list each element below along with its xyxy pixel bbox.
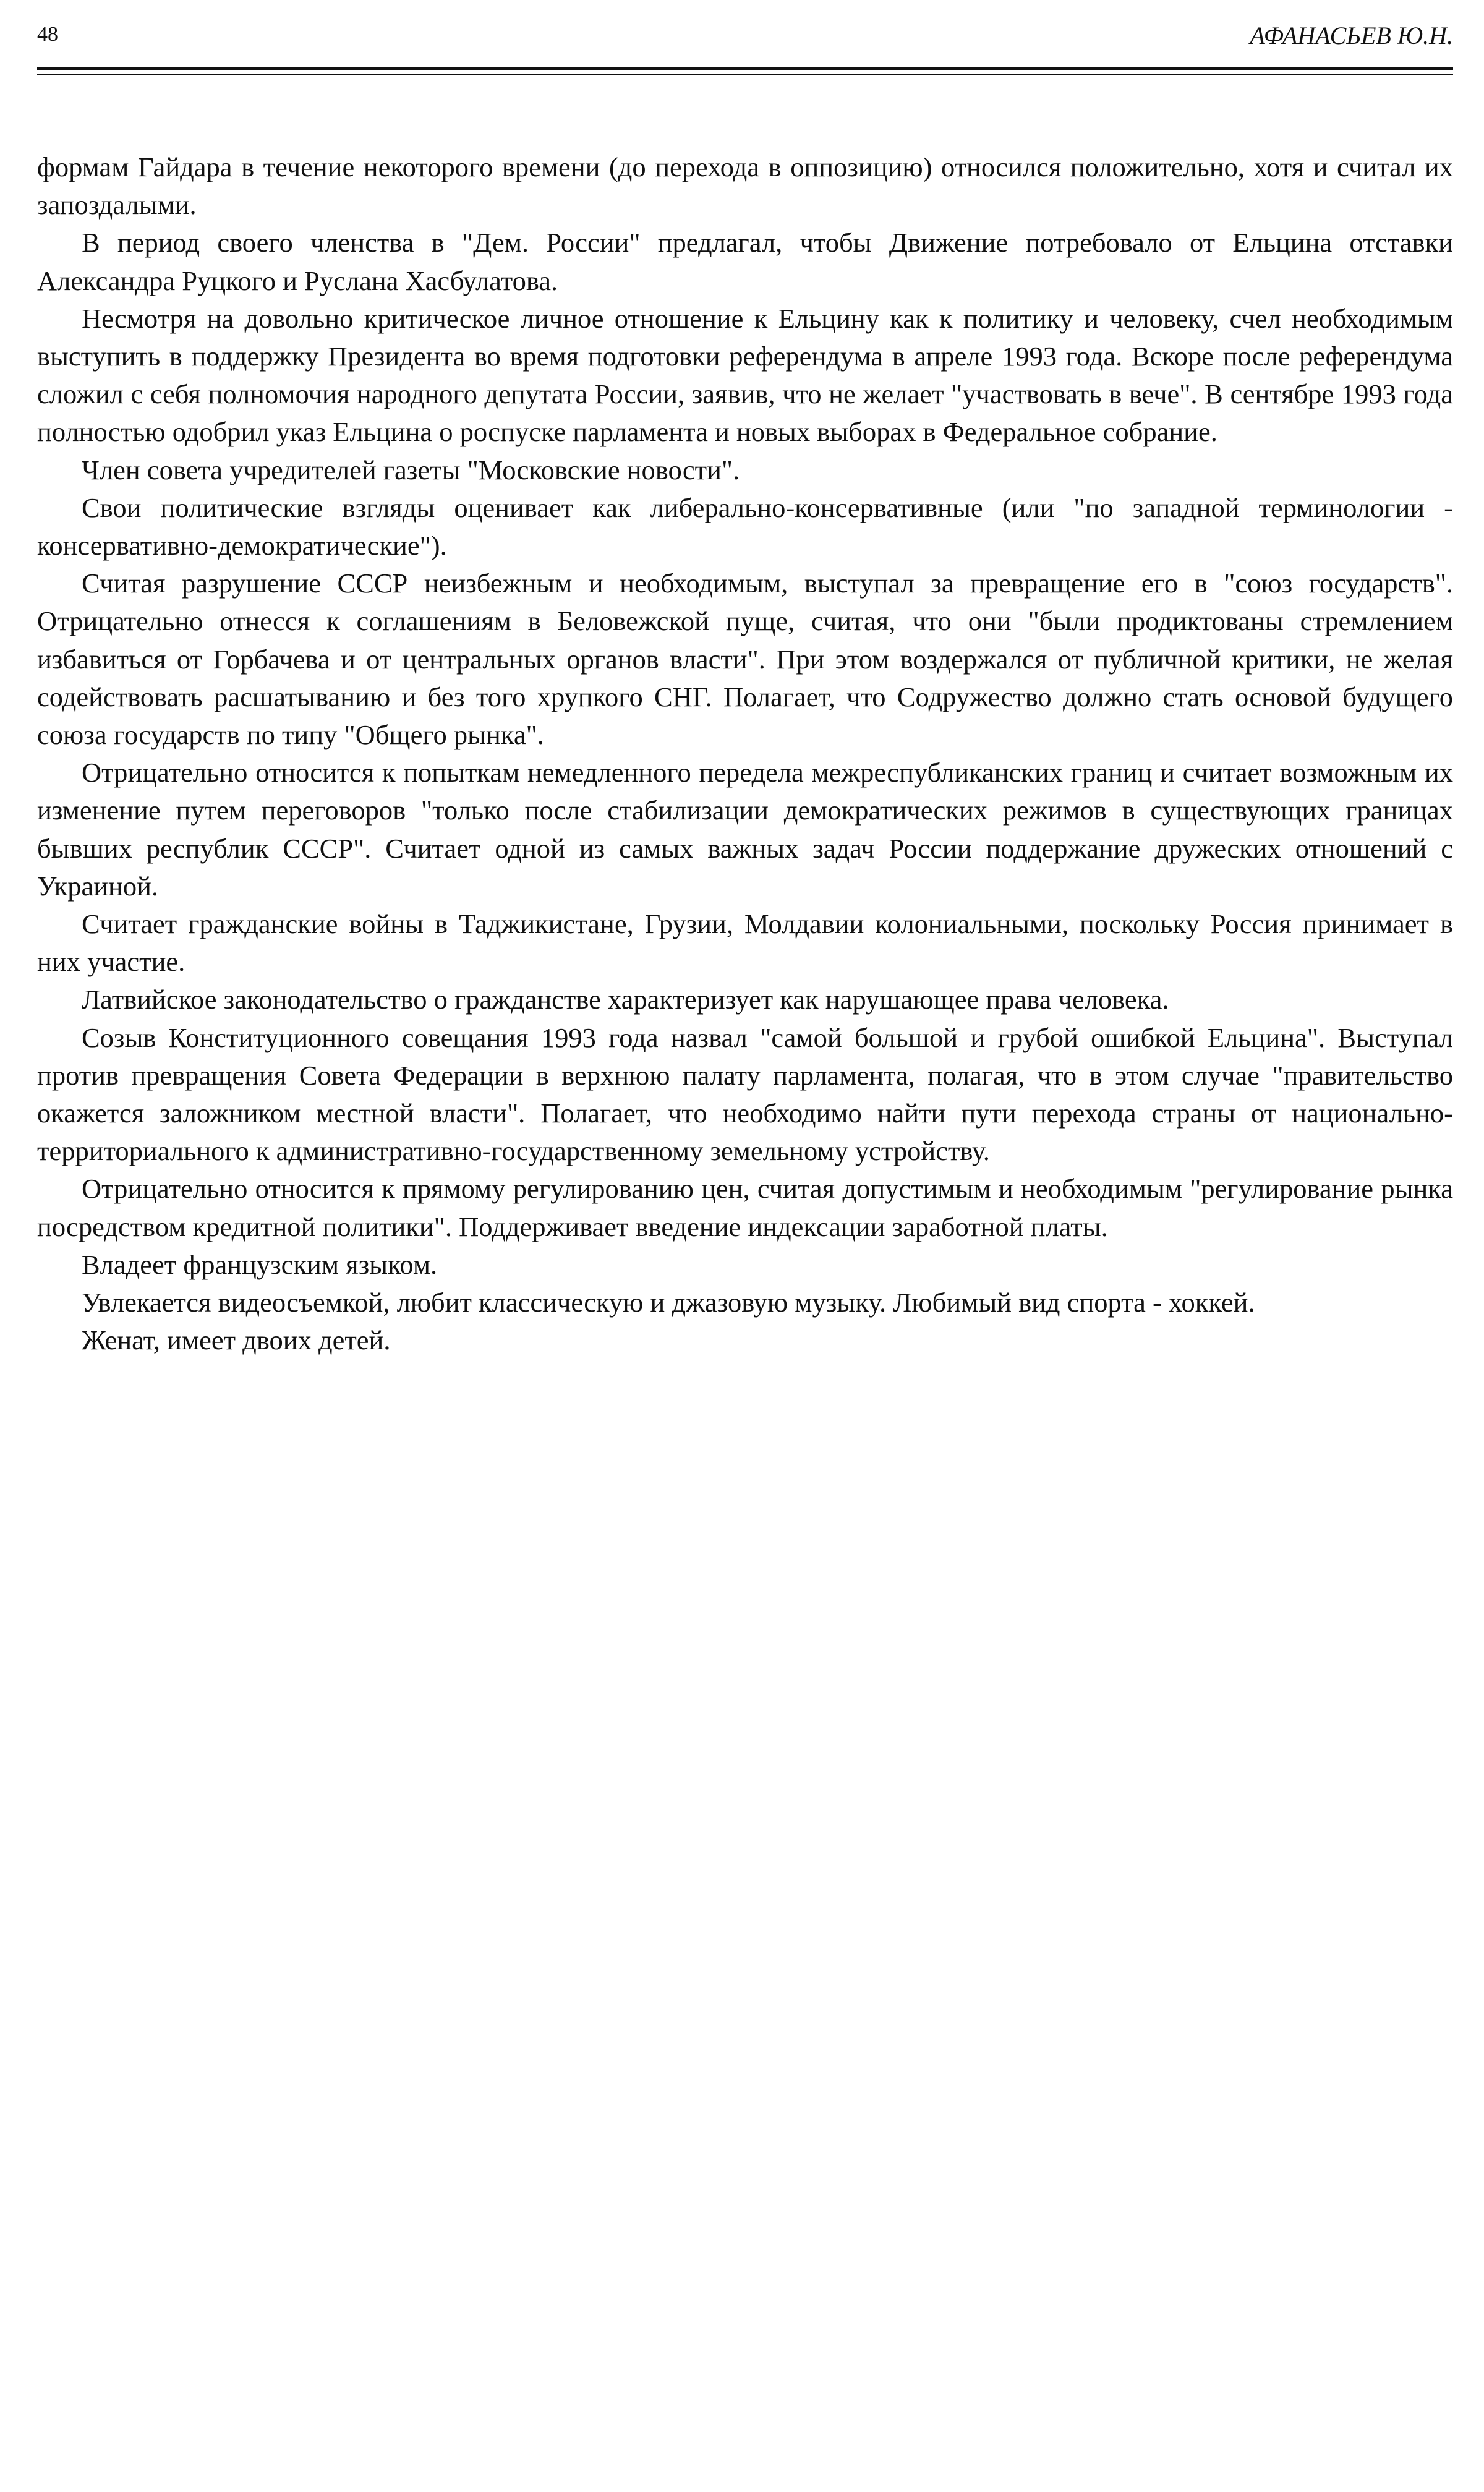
paragraph: формам Гайдара в течение некоторого времени (до перехода в оппозицию) относился положительно, хотя и считал их запоздалыми. <box>37 151 1453 221</box>
paragraph: Владеет французским языком. <box>82 1248 438 1280</box>
paragraph: Созыв Конституционного совещания 1993 года назвал "самой большой и грубой ошибкой Ельцина". Выступал против превращения Совета Федерации в верхнюю палату парламента, полагая, что в этом случае "правительство окажется заложником местной власти". Полагает, что необходимо найти пути перехода страны от национально-территориального к административно-государственному земельному устройству. <box>37 1022 1453 1167</box>
paragraph: Отрицательно относится к попыткам немедленного передела межреспубликанских границ и считает возможным их изменение путем переговоров "только после стабилизации демократических режимов в существующих границах бывших республик СССР". Считает одной из самых важных задач России поддержание дружеских отношений с Украиной. <box>37 757 1453 902</box>
running-head: АФАНАСЬЕВ Ю.Н. <box>1250 22 1453 49</box>
paragraph: Считая разрушение СССР неизбежным и необходимым, выступал за превращение его в "союз государств". Отрицательно отнесся к соглашениям в Беловежской пуще, считая, что они "были продиктованы стремлением избавиться от Горбачева и от центральных органов власти". При этом воздержался от публичной критики, не желая содействовать расшатыванию и без того хрупкого СНГ. Полагает, что Содружество должно стать основой будущего союза государств по типу "Общего рынка". <box>37 568 1453 751</box>
header-rule-thick <box>37 67 1453 70</box>
paragraph: Несмотря на довольно критическое личное отношение к Ельцину как к политику и человеку, счел необходимым выступить в поддержку Президента во время подготовки референдума в апреле 1993 года. Вскоре после референдума сложил с себя полномочия народного депутата России, заявив, что не желает "участвовать в вече". В сентябре 1993 года полностью одобрил указ Ельцина о роспуске парламента и новых выборах в Федеральное собрание. <box>37 302 1453 448</box>
paragraph: Считает гражданские войны в Таджикистане, Грузии, Молдавии колониальными, поскольку Россия принимает в них участие. <box>37 908 1453 978</box>
paragraph: Увлекается видеосъемкой, любит классическую и джазовую музыку. Любимый вид спорта - хоккей. <box>82 1287 1255 1318</box>
paragraph: Отрицательно относится к прямому регулированию цен, считая допустимым и необходимым "регулирование рынка посредством кредитной политики". Поддерживает введение индексации заработной платы. <box>37 1173 1453 1242</box>
header-rule-thin <box>37 74 1453 75</box>
paragraph: Член совета учредителей газеты "Московские новости". <box>82 454 740 485</box>
paragraph: Женат, имеет двоих детей. <box>82 1325 391 1356</box>
paragraph: Свои политические взгляды оценивает как либерально-консервативные (или "по западной терминологии - консервативно-демократические"). <box>37 492 1453 561</box>
page-header <box>37 22 1453 53</box>
body-text <box>37 148 1453 1360</box>
paragraph: В период своего членства в "Дем. России" предлагал, чтобы Движение потребовало от Ельцина отставки Александра Руцкого и Руслана Хасбулатова. <box>37 227 1453 296</box>
paragraph: Латвийское законодательство о гражданстве характеризует как нарушающее права человека. <box>82 984 1169 1015</box>
page-number: 48 <box>37 23 58 46</box>
